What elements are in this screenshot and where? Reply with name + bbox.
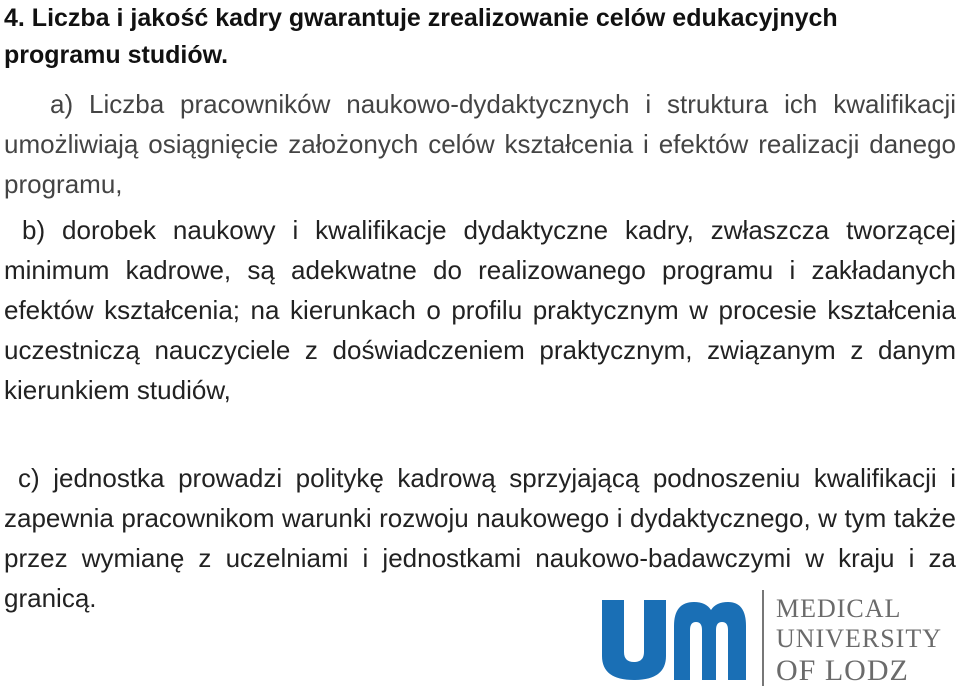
paragraph-b: b) dorobek naukowy i kwalifikacje dydaktyczne kadry, zwłaszcza tworzącej minimum kadrowe, są adekwatne do realizowanego programu i zakładanych efektów kształcenia; na kierunkach o profilu praktycznym w procesie kształcenia uczestniczą nauczyciele z doświadczeniem praktycznym, związanym z danym kierunkiem studiów, (4, 215, 956, 405)
logo-line-2: UNIVERSITY (776, 624, 942, 653)
section-heading: 4. Liczba i jakość kadry gwarantuje zrealizowanie celów edukacyjnych programu studiów. (4, 4, 838, 69)
um-logo-mark-icon (598, 600, 748, 680)
logo-wordmark (776, 594, 942, 688)
logo-line-1: MEDICAL (776, 594, 902, 623)
paragraph-a: a) Liczba pracowników naukowo-dydaktycznych i struktura ich kwalifikacji umożliwiają osiągnięcie założonych celów kształcenia i efektów realizacji danego programu, (4, 89, 956, 199)
logo-divider (762, 590, 764, 686)
paragraph-c: c) jednostka prowadzi politykę kadrową sprzyjającą podnoszeniu kwalifikacji i zapewnia pracownikom warunki rozwoju naukowego i dydaktycznego, w tym także przez wymianę z uczelniami i jednostkami naukowo-badawczymi w kraju i za granicą. (4, 463, 956, 613)
university-logo (598, 590, 960, 690)
logo-line-3: OF LODZ (776, 654, 909, 687)
